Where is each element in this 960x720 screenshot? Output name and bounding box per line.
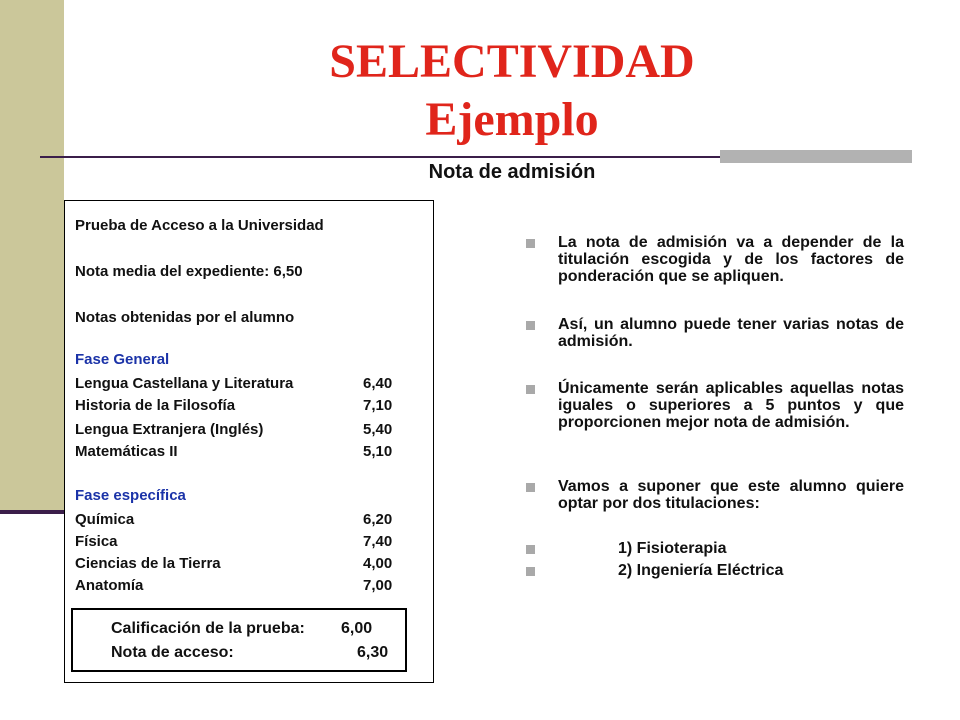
test-score-label: Calificación de la prueba: — [111, 620, 305, 637]
grades-intro: Notas obtenidas por el alumno — [75, 309, 295, 326]
grade-value: 5,40 — [363, 421, 393, 438]
grade-value: 5,10 — [363, 443, 393, 460]
bullet-text: Únicamente serán aplicables aquellas notas iguales o superiores a 5 puntos y que proporcionen mejor nota de admisión. — [558, 380, 904, 431]
bullet-square-icon — [526, 239, 535, 248]
grade-value: 4,00 — [363, 555, 393, 572]
grade-row — [75, 443, 415, 463]
bullet-text: La nota de admisión va a depender de la titulación escogida y de los factores de ponderación que se apliquen. — [558, 234, 904, 285]
grade-row — [75, 421, 415, 441]
test-score-value: 6,00 — [341, 620, 373, 637]
average-grade: Nota media del expediente: 6,50 — [75, 263, 303, 280]
grade-value: 6,40 — [363, 375, 393, 392]
list-item — [526, 316, 904, 350]
bullet-text: Vamos a suponer que este alumno quiere optar por dos titulaciones: — [558, 478, 904, 512]
list-item — [526, 562, 904, 579]
bullet-text: Así, un alumno puede tener varias notas de admisión. — [558, 316, 904, 350]
grade-row — [75, 375, 415, 395]
bullet-square-icon — [526, 385, 535, 394]
slide-title: SELECTIVIDAD — [329, 35, 695, 88]
results-box — [71, 608, 407, 672]
specific-phase-title: Fase específica — [75, 487, 186, 504]
grade-value: 7,00 — [363, 577, 393, 594]
list-item — [526, 234, 904, 285]
grade-subject: Lengua Castellana y Literatura — [75, 375, 294, 392]
left-decorative-band — [0, 0, 64, 512]
grade-value: 7,10 — [363, 397, 393, 414]
grade-subject: Lengua Extranjera (Inglés) — [75, 421, 264, 438]
grade-row — [75, 555, 415, 575]
grade-row — [75, 511, 415, 531]
list-item — [526, 380, 904, 431]
bullet-square-icon — [526, 567, 535, 576]
grade-subject: Química — [75, 511, 135, 528]
grade-row — [75, 397, 415, 417]
grade-row — [75, 577, 415, 597]
list-item — [526, 478, 904, 512]
access-score-value: 6,30 — [357, 644, 389, 661]
grade-subject: Anatomía — [75, 577, 144, 594]
box-heading: Prueba de Acceso a la Universidad — [75, 217, 324, 234]
grade-value: 6,20 — [363, 511, 393, 528]
grade-value: 7,40 — [363, 533, 393, 550]
access-score-row — [111, 644, 389, 662]
bullet-text: 2) Ingeniería Eléctrica — [618, 562, 784, 579]
grade-subject: Física — [75, 533, 118, 550]
example-grades-box — [64, 200, 434, 683]
list-item — [526, 540, 904, 557]
slide-subtitle: Nota de admisión — [428, 161, 596, 183]
grade-subject: Ciencias de la Tierra — [75, 555, 221, 572]
bullet-square-icon — [526, 483, 535, 492]
bullet-square-icon — [526, 321, 535, 330]
access-score-label: Nota de acceso: — [111, 644, 234, 661]
grade-row — [75, 533, 415, 553]
left-band-underline — [0, 510, 64, 514]
bullet-text: 1) Fisioterapia — [618, 540, 727, 557]
slide-title-line2: Ejemplo — [425, 93, 599, 146]
grade-subject: Matemáticas II — [75, 443, 178, 460]
test-score-row — [111, 620, 373, 638]
general-phase-title: Fase General — [75, 351, 170, 368]
bullet-square-icon — [526, 545, 535, 554]
grade-subject: Historia de la Filosofía — [75, 397, 236, 414]
